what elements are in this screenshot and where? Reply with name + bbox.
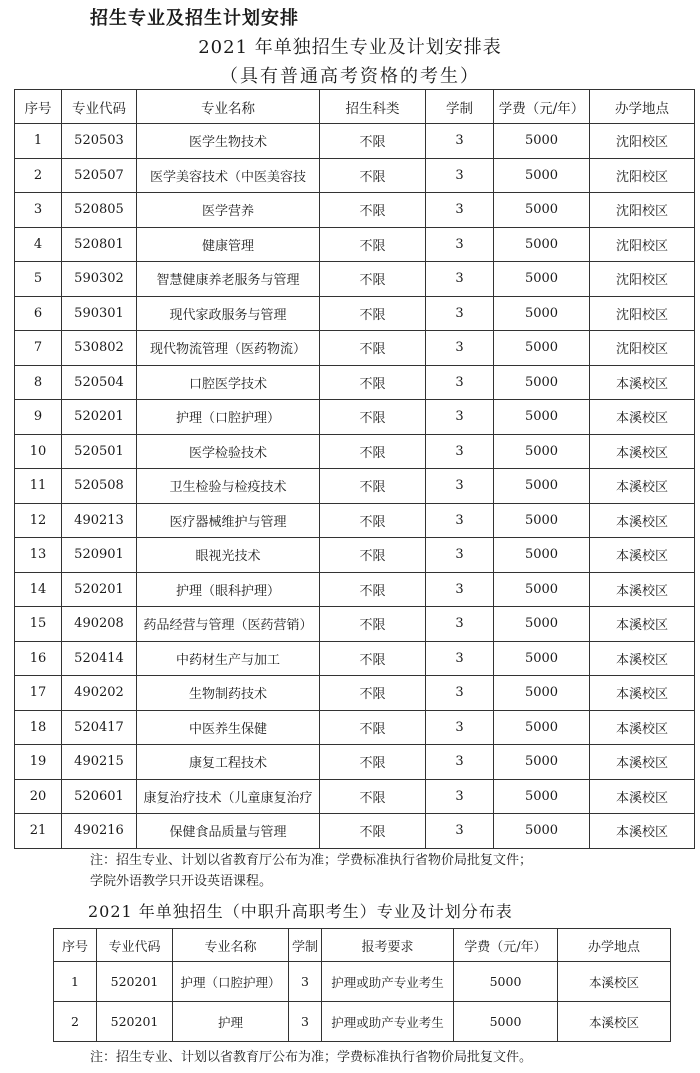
table-cell: 本溪校区 — [590, 814, 695, 849]
table-cell: 520201 — [62, 572, 137, 607]
table1-subtitle: （具有普通高考资格的考生） — [220, 66, 480, 87]
table-cell: 8 — [15, 365, 62, 400]
table-row — [15, 710, 695, 745]
table-cell: 不限 — [320, 158, 426, 193]
table-cell: 490213 — [62, 503, 137, 538]
table-cell: 中医养生保健 — [137, 710, 320, 745]
table-cell: 不限 — [320, 296, 426, 331]
table-cell: 本溪校区 — [590, 676, 695, 711]
table1-note — [90, 850, 532, 892]
table-cell: 3 — [426, 262, 494, 297]
table-cell: 590301 — [62, 296, 137, 331]
table-cell: 本溪校区 — [558, 1002, 671, 1042]
column-header: 学费（元/年） — [454, 929, 558, 962]
table-cell: 护理（口腔护理） — [173, 962, 289, 1002]
table-cell: 3 — [426, 676, 494, 711]
table-cell: 10 — [15, 434, 62, 469]
table-cell: 3 — [426, 296, 494, 331]
table-cell: 3 — [289, 1002, 322, 1042]
table-cell: 2 — [54, 1002, 97, 1042]
table-cell: 沈阳校区 — [590, 193, 695, 228]
column-header: 专业名称 — [173, 929, 289, 962]
table-cell: 5000 — [494, 193, 590, 228]
table-row — [15, 814, 695, 849]
table2-note: 注：招生专业、计划以省教育厅公布为准；学费标准执行省物价局批复文件。 — [90, 1050, 533, 1065]
table-cell: 3 — [426, 469, 494, 504]
vocational-plan-table — [53, 928, 671, 1042]
table-cell: 3 — [426, 641, 494, 676]
table-cell: 2 — [15, 158, 62, 193]
table-cell: 520201 — [97, 1002, 173, 1042]
table-cell: 20 — [15, 779, 62, 814]
table-cell: 沈阳校区 — [590, 296, 695, 331]
table-cell: 沈阳校区 — [590, 124, 695, 159]
column-header: 专业代码 — [97, 929, 173, 962]
table-cell: 17 — [15, 676, 62, 711]
table-cell: 3 — [426, 710, 494, 745]
table-row — [15, 641, 695, 676]
table-cell: 490215 — [62, 745, 137, 780]
table-row — [54, 962, 671, 1002]
table-cell: 3 — [426, 331, 494, 366]
table-cell: 16 — [15, 641, 62, 676]
table-cell: 520801 — [62, 227, 137, 262]
table-cell: 3 — [426, 572, 494, 607]
table-cell: 5000 — [494, 779, 590, 814]
table-cell: 520601 — [62, 779, 137, 814]
table-cell: 3 — [426, 814, 494, 849]
table-cell: 520501 — [62, 434, 137, 469]
table-header-row — [15, 90, 695, 124]
table-cell: 医疗器械维护与管理 — [137, 503, 320, 538]
table-cell: 4 — [15, 227, 62, 262]
table-row — [15, 779, 695, 814]
table-cell: 5000 — [494, 710, 590, 745]
table-cell: 不限 — [320, 193, 426, 228]
column-header: 学费（元/年） — [494, 90, 590, 124]
table-cell: 12 — [15, 503, 62, 538]
column-header: 专业名称 — [137, 90, 320, 124]
table-cell: 护理 — [173, 1002, 289, 1042]
table-cell: 本溪校区 — [590, 745, 695, 780]
table-cell: 5000 — [454, 962, 558, 1002]
table-cell: 护理或助产专业考生 — [322, 1002, 454, 1042]
table-cell: 5000 — [454, 1002, 558, 1042]
table-cell: 本溪校区 — [590, 400, 695, 435]
table-cell: 不限 — [320, 538, 426, 573]
table-cell: 520507 — [62, 158, 137, 193]
table-cell: 3 — [15, 193, 62, 228]
column-header: 报考要求 — [322, 929, 454, 962]
note-line: 学院外语教学只开设英语课程。 — [90, 874, 273, 889]
table-cell: 药品经营与管理（医药营销） — [137, 607, 320, 642]
table-cell: 本溪校区 — [590, 641, 695, 676]
table-cell: 5000 — [494, 296, 590, 331]
column-header: 专业代码 — [62, 90, 137, 124]
table-cell: 3 — [426, 745, 494, 780]
column-header: 办学地点 — [558, 929, 671, 962]
table1-title: 2021 年单独招生专业及计划安排表 — [198, 37, 502, 58]
table-cell: 不限 — [320, 124, 426, 159]
table-cell: 5000 — [494, 158, 590, 193]
table-cell: 5000 — [494, 400, 590, 435]
column-header: 办学地点 — [590, 90, 695, 124]
table-cell: 中药材生产与加工 — [137, 641, 320, 676]
table-cell: 5000 — [494, 503, 590, 538]
table-cell: 18 — [15, 710, 62, 745]
table-cell: 不限 — [320, 779, 426, 814]
table-cell: 14 — [15, 572, 62, 607]
table-row — [15, 331, 695, 366]
table-cell: 520503 — [62, 124, 137, 159]
table-cell: 5000 — [494, 365, 590, 400]
table-cell: 5000 — [494, 434, 590, 469]
table-row — [15, 124, 695, 159]
table-cell: 3 — [426, 365, 494, 400]
table-cell: 5000 — [494, 814, 590, 849]
table-cell: 5000 — [494, 227, 590, 262]
table-row — [15, 434, 695, 469]
table-cell: 眼视光技术 — [137, 538, 320, 573]
table-cell: 不限 — [320, 365, 426, 400]
table-cell: 不限 — [320, 331, 426, 366]
table-cell: 不限 — [320, 572, 426, 607]
table-cell: 康复工程技术 — [137, 745, 320, 780]
table-cell: 15 — [15, 607, 62, 642]
table-cell: 3 — [426, 400, 494, 435]
table-cell: 1 — [54, 962, 97, 1002]
table-cell: 本溪校区 — [590, 779, 695, 814]
table-row — [15, 572, 695, 607]
table-cell: 本溪校区 — [590, 538, 695, 573]
table-cell: 本溪校区 — [590, 365, 695, 400]
table-cell: 3 — [426, 503, 494, 538]
table-cell: 不限 — [320, 469, 426, 504]
table-cell: 5000 — [494, 331, 590, 366]
column-header: 序号 — [15, 90, 62, 124]
table-cell: 康复治疗技术（儿童康复治疗 — [137, 779, 320, 814]
table-cell: 本溪校区 — [590, 469, 695, 504]
table-cell: 本溪校区 — [590, 607, 695, 642]
table-cell: 3 — [426, 434, 494, 469]
table-row — [15, 262, 695, 297]
table-cell: 3 — [426, 607, 494, 642]
table-row — [54, 1002, 671, 1042]
table-cell: 护理（口腔护理） — [137, 400, 320, 435]
table-cell: 520201 — [62, 400, 137, 435]
table-cell: 沈阳校区 — [590, 331, 695, 366]
table-row — [15, 676, 695, 711]
table-cell: 5000 — [494, 124, 590, 159]
table-cell: 3 — [426, 538, 494, 573]
table-cell: 不限 — [320, 710, 426, 745]
table-cell: 19 — [15, 745, 62, 780]
table-header-row — [54, 929, 671, 962]
table-cell: 3 — [426, 779, 494, 814]
column-header: 序号 — [54, 929, 97, 962]
table-row — [15, 227, 695, 262]
table-cell: 490202 — [62, 676, 137, 711]
table-cell: 3 — [426, 124, 494, 159]
table-cell: 9 — [15, 400, 62, 435]
table-row — [15, 469, 695, 504]
table-cell: 医学美容技术（中医美容技 — [137, 158, 320, 193]
table-cell: 6 — [15, 296, 62, 331]
table-cell: 21 — [15, 814, 62, 849]
column-header: 学制 — [289, 929, 322, 962]
table-cell: 不限 — [320, 227, 426, 262]
table-cell: 520414 — [62, 641, 137, 676]
table-cell: 本溪校区 — [590, 572, 695, 607]
table-cell: 不限 — [320, 503, 426, 538]
table-cell: 不限 — [320, 814, 426, 849]
table-cell: 3 — [426, 158, 494, 193]
table-cell: 5000 — [494, 572, 590, 607]
table-cell: 11 — [15, 469, 62, 504]
table-cell: 5000 — [494, 676, 590, 711]
table-cell: 沈阳校区 — [590, 158, 695, 193]
table-cell: 本溪校区 — [590, 503, 695, 538]
table-row — [15, 503, 695, 538]
enrollment-plan-table — [14, 89, 695, 849]
table-cell: 5000 — [494, 469, 590, 504]
table-cell: 5000 — [494, 607, 590, 642]
table-cell: 490208 — [62, 607, 137, 642]
table-cell: 520508 — [62, 469, 137, 504]
table-cell: 沈阳校区 — [590, 262, 695, 297]
table-cell: 5000 — [494, 641, 590, 676]
table-cell: 5000 — [494, 538, 590, 573]
table-cell: 护理（眼科护理） — [137, 572, 320, 607]
table-cell: 520901 — [62, 538, 137, 573]
table-cell: 3 — [426, 227, 494, 262]
table-cell: 7 — [15, 331, 62, 366]
table-cell: 不限 — [320, 745, 426, 780]
table-cell: 1 — [15, 124, 62, 159]
table-row — [15, 538, 695, 573]
page-heading: 招生专业及招生计划安排 — [90, 8, 299, 29]
table-row — [15, 607, 695, 642]
table-cell: 不限 — [320, 400, 426, 435]
table-cell: 医学营养 — [137, 193, 320, 228]
table-cell: 不限 — [320, 641, 426, 676]
table-cell: 不限 — [320, 434, 426, 469]
table-cell: 5 — [15, 262, 62, 297]
table-cell: 不限 — [320, 607, 426, 642]
table-cell: 3 — [426, 193, 494, 228]
table-cell: 健康管理 — [137, 227, 320, 262]
column-header: 学制 — [426, 90, 494, 124]
table-cell: 520805 — [62, 193, 137, 228]
table-cell: 5000 — [494, 262, 590, 297]
table-row — [15, 296, 695, 331]
table-cell: 520201 — [97, 962, 173, 1002]
table-cell: 本溪校区 — [590, 434, 695, 469]
table-row — [15, 745, 695, 780]
table-cell: 590302 — [62, 262, 137, 297]
table2-title: 2021 年单独招生（中职升高职考生）专业及计划分布表 — [88, 902, 513, 921]
table-cell: 护理或助产专业考生 — [322, 962, 454, 1002]
table-cell: 530802 — [62, 331, 137, 366]
table-cell: 5000 — [494, 745, 590, 780]
table-cell: 现代物流管理（医药物流） — [137, 331, 320, 366]
table-cell: 3 — [289, 962, 322, 1002]
table-cell: 卫生检验与检疫技术 — [137, 469, 320, 504]
table-row — [15, 158, 695, 193]
table-cell: 13 — [15, 538, 62, 573]
table-row — [15, 365, 695, 400]
table-cell: 490216 — [62, 814, 137, 849]
table-cell: 本溪校区 — [558, 962, 671, 1002]
table-cell: 医学生物技术 — [137, 124, 320, 159]
table-row — [15, 193, 695, 228]
table-cell: 不限 — [320, 676, 426, 711]
table-cell: 保健食品质量与管理 — [137, 814, 320, 849]
table-cell: 生物制药技术 — [137, 676, 320, 711]
note-line: 注：招生专业、计划以省教育厅公布为准；学费标准执行省物价局批复文件； — [90, 853, 533, 868]
table-cell: 520417 — [62, 710, 137, 745]
table-cell: 智慧健康养老服务与管理 — [137, 262, 320, 297]
table-cell: 不限 — [320, 262, 426, 297]
table-cell: 520504 — [62, 365, 137, 400]
table-cell: 沈阳校区 — [590, 227, 695, 262]
table-cell: 医学检验技术 — [137, 434, 320, 469]
table-cell: 本溪校区 — [590, 710, 695, 745]
column-header: 招生科类 — [320, 90, 426, 124]
table-row — [15, 400, 695, 435]
table-cell: 现代家政服务与管理 — [137, 296, 320, 331]
table-cell: 口腔医学技术 — [137, 365, 320, 400]
